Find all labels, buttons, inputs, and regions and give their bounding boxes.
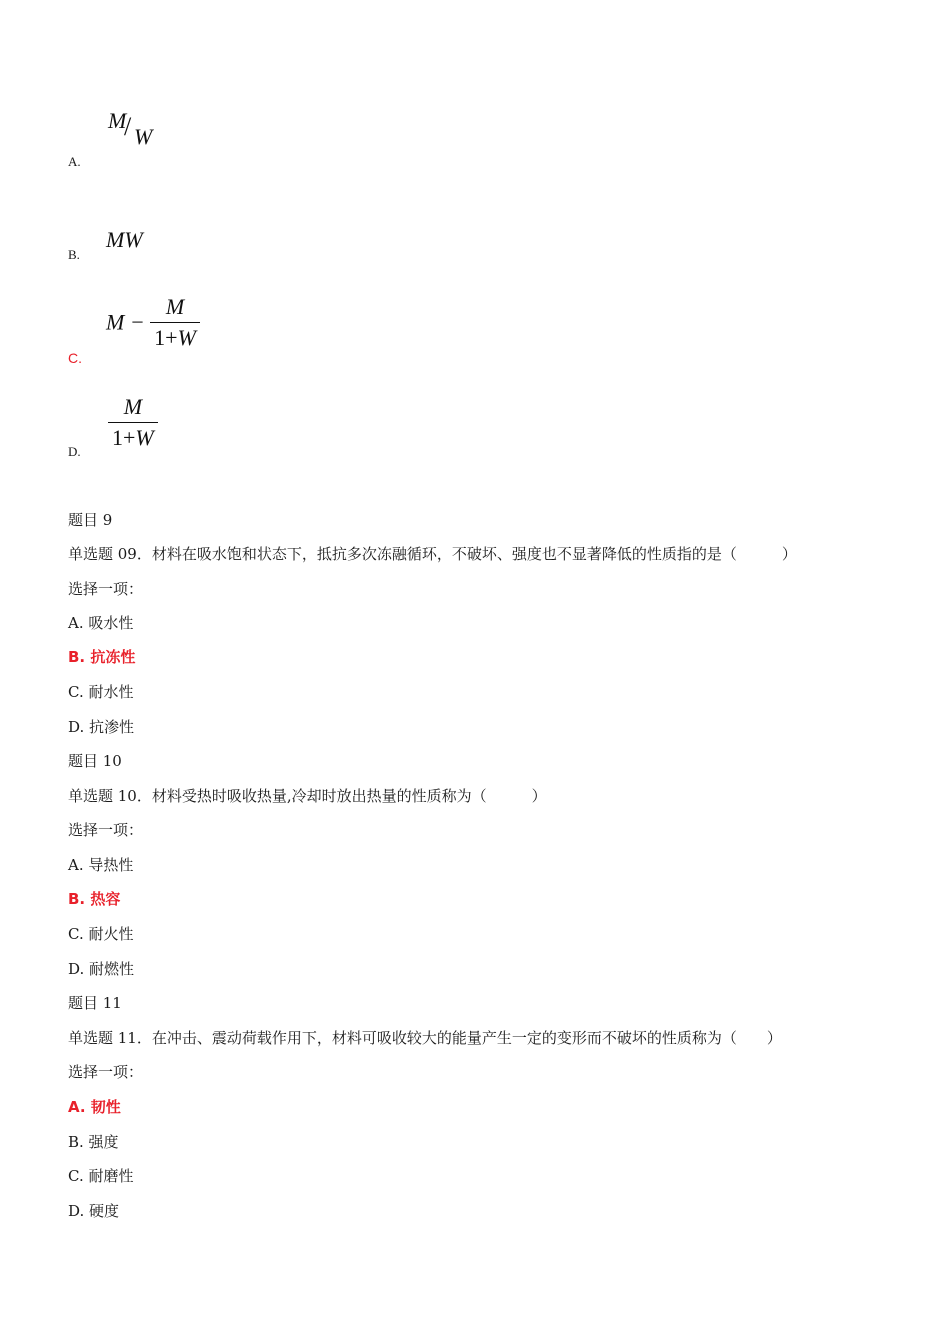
answer-option[interactable]: D. 耐燃性: [68, 960, 135, 978]
formula-a-slash: /: [124, 112, 132, 141]
formula-c-denominator: [150, 322, 200, 351]
formula-a: [106, 108, 166, 152]
question-prompt: 选择一项：: [68, 580, 144, 598]
question-stem: 单选题 09．材料在吸水饱和状态下，抵抗多次冻融循环，不破坏、强度也不显著降低的性质指的是（ ）: [68, 545, 797, 563]
formula-a-numerator: M: [108, 108, 127, 133]
answer-option[interactable]: C. 耐水性: [68, 683, 134, 701]
question-stem: 单选题 10．材料受热时吸收热量,冷却时放出热量的性质称为（ ）: [68, 787, 547, 805]
answer-option[interactable]: D. 抗渗性: [68, 718, 135, 736]
option-a-label: A.: [68, 154, 81, 169]
formula-c-numerator: M: [165, 294, 185, 319]
formula-d-numerator: M: [123, 394, 143, 419]
formula-d-denominator: [108, 422, 158, 451]
formula-d-den-w: W: [135, 425, 154, 450]
answer-option[interactable]: C. 耐火性: [68, 925, 134, 943]
formula-a-denominator: W: [134, 124, 153, 149]
answer-option[interactable]: A. 导热性: [68, 856, 134, 874]
formula-c-lead: M −: [106, 309, 145, 335]
formula-d: [108, 394, 158, 451]
formula-c: [106, 294, 200, 351]
formula-d-den-one: 1+: [112, 425, 136, 450]
question-prompt: 选择一项：: [68, 1063, 144, 1081]
question-heading: 题目 10: [68, 752, 122, 770]
option-d-label: D.: [68, 444, 81, 459]
formula-b: MW: [106, 227, 143, 252]
answer-option[interactable]: D. 硬度: [68, 1202, 120, 1220]
formula-c-den-w: W: [177, 325, 196, 350]
question-heading: 题目 9: [68, 511, 113, 529]
answer-option-correct[interactable]: B. 热容: [68, 890, 121, 908]
answer-option-correct[interactable]: B. 抗冻性: [68, 648, 136, 666]
answer-option[interactable]: A. 吸水性: [68, 614, 134, 632]
question-prompt: 选择一项：: [68, 821, 144, 839]
formula-d-fraction: [108, 394, 158, 451]
formula-c-fraction: [150, 294, 200, 351]
option-c-label: C.: [68, 350, 82, 366]
option-b-label: B.: [68, 247, 80, 262]
answer-option[interactable]: C. 耐磨性: [68, 1167, 134, 1185]
question-heading: 题目 11: [68, 994, 122, 1012]
answer-option[interactable]: B. 强度: [68, 1133, 119, 1151]
question-stem: 单选题 11．在冲击、震动荷载作用下，材料可吸收较大的能量产生一定的变形而不破坏的性质称为（ ）: [68, 1029, 782, 1047]
formula-c-den-one: 1+: [154, 325, 178, 350]
answer-option-correct[interactable]: A. 韧性: [68, 1098, 121, 1116]
